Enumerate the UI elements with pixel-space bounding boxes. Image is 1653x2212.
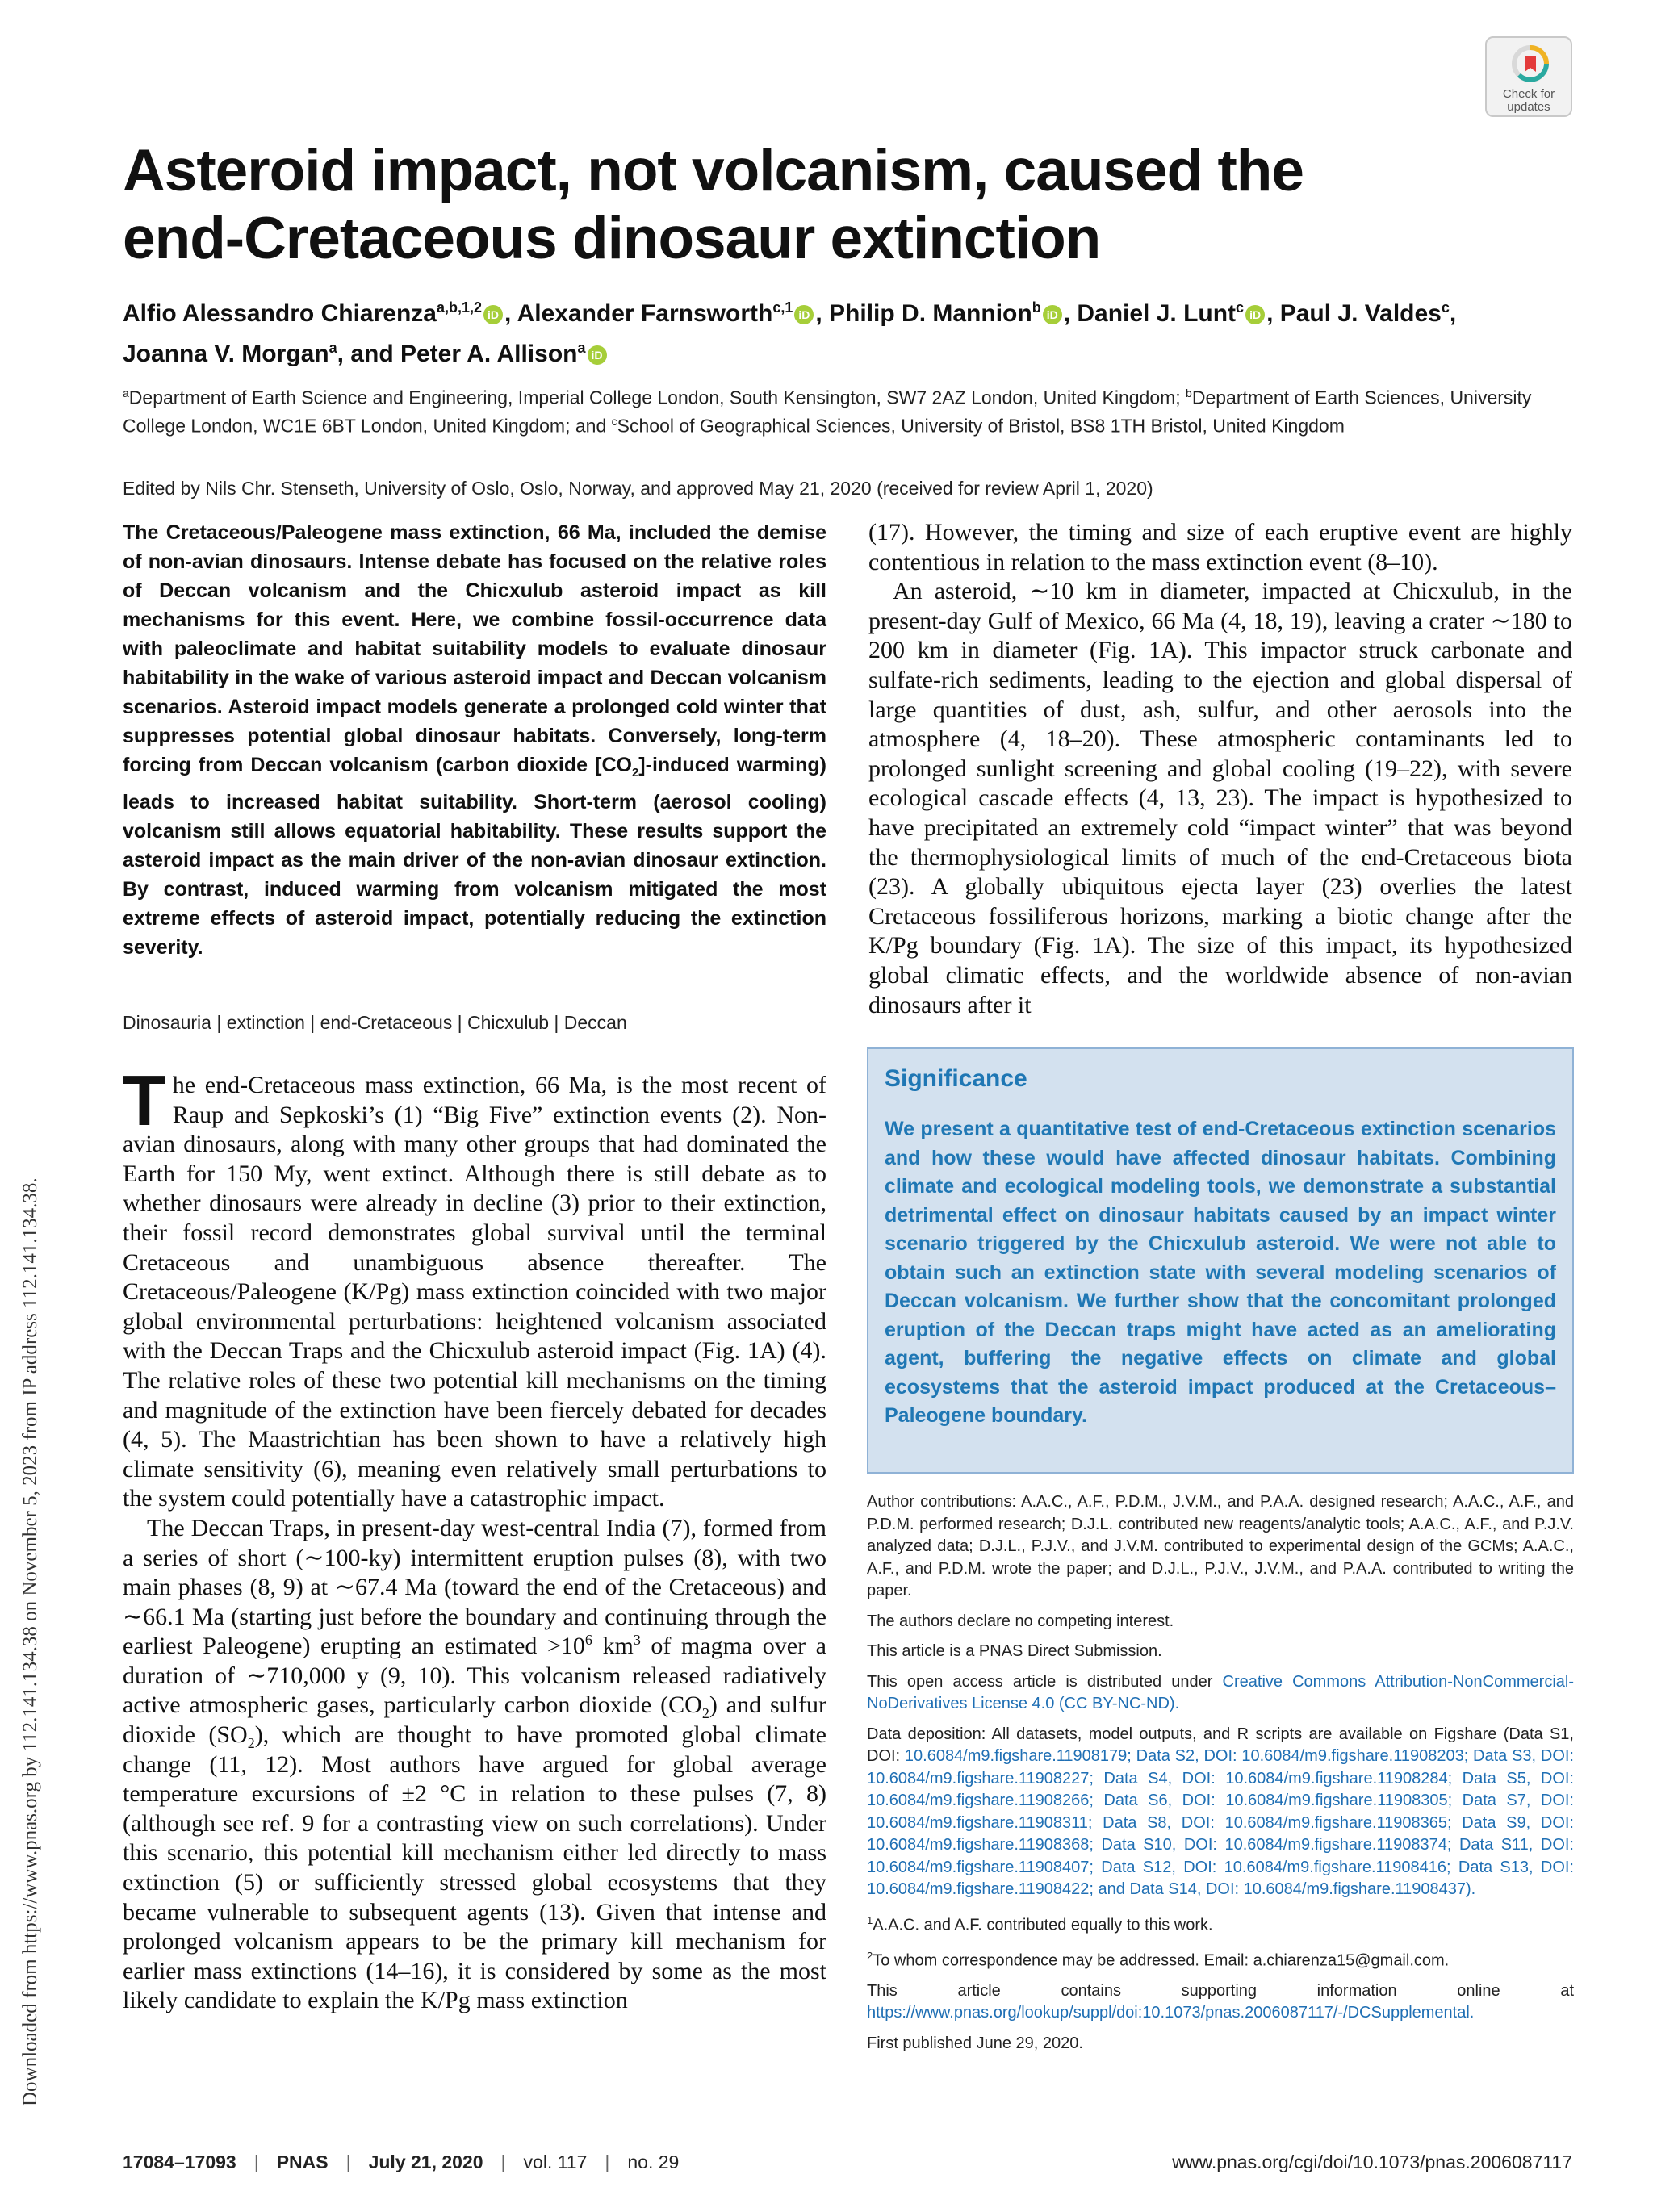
data-deposition: Data deposition: All datasets, model outputs, and R scripts are available on Figshare (Data S1, DOI: 10.6084/m9.figshare.11908179; Data S2, DOI: 10.6084/m9.figshare.11908203; Data S3, DOI: 10.6084/m9.figshare.11908227; Data S4, DOI: 10.6084/m9.figshare.11908284; Data S5, DOI: 10.6084/m9.figshare.11908266; Data S6, DOI: 10.6084/m9.figshare.11908305; Data S7, DOI: 10.6084/m9.figshare.11908311; Data S8, DOI: 10.6084/m9.figshare.11908365; Data S9, DOI: 10.6084/m9.figshare.11908368; Data S10, DOI: 10.6084/m9.figshare.11908374; Data S11, DOI: 10.6084/m9.figshare.11908407; Data S12, DOI: 10.6084/m9.figshare.11908416; Data S13, DOI: 10.6084/m9.figshare.11908422; and Data S14, DOI: 10.6084/m9.figshare.11908437). — [867, 1725, 1574, 1898]
author-affil-sup: a — [329, 340, 337, 356]
si-link[interactable]: https://www.pnas.org/lookup/suppl/doi:10.1073/pnas.2006087117/-/DCSupplemental. — [867, 2004, 1475, 2022]
author-name[interactable]: Peter A. Allison — [400, 341, 578, 367]
download-watermark: Downloaded from https://www.pnas.org by 112.141.134.38 on November 5, 2023 from IP address 112.141.134.38. — [19, 1177, 41, 2106]
body-paragraph: The end-Cretaceous mass extinction, 66 Ma, is the most recent of Raup and Sepkoski’s (1) “Big Five” extinction events (2). Non-avian dinosaurs, along with many other groups that had dominated the Earth for 150 My, went extinct. Although there is still debate as to whether dinosaurs were already in decline (3) prior to their extinction, their fossil record demonstrates global survival until the terminal Cretaceous and unambiguous absence thereafter. The Cretaceous/Paleogene (K/Pg) mass extinction coincided with two major global environmental perturbations: heightened volcanism associated with the Deccan Traps and the Chicxulub asteroid impact (Fig. 1A) (4). The relative roles of these two potential kill mechanisms on the timing and magnitude of the extinction have been fiercely debated for decades (4, 5). The Maastrichtian has been shown to have a relatively high climate sensitivity (6), meaning even relatively small perturbations to the system could potentially have a catastrophic impact. — [123, 1060, 826, 1512]
author-affil-sup: a,b,1,2 — [436, 299, 483, 316]
significance-title: Significance — [885, 1065, 1027, 1092]
check-for-updates-badge[interactable] — [1485, 36, 1572, 117]
author-contributions: Author contributions: A.A.C., A.F., P.D.M., J.V.M., and P.A.A. designed research; A.A.C., A.F., and P.D.M. performed research; D.J.L. contributed new reagents/analytic tools; A.A.C., A.F., and P.J.V. analyzed data; D.J.L., P.J.V., and J.V.M. contributed to experimental design of the GCMs; A.A.C., A.F., and P.D.M. wrote the paper; and D.J.L., P.J.V., J.V.M., and P.A.A. contributed to writing the paper. — [867, 1493, 1574, 1599]
affiliation-a: Department of Earth Science and Engineering, Imperial College London, South Kensington, SW7 2AZ London, United Kingdom; — [128, 387, 1181, 408]
orcid-icon[interactable]: iD — [794, 305, 814, 324]
footer-pages: 17084–17093 — [123, 2151, 236, 2172]
drop-cap: T — [123, 1060, 166, 1140]
footer-date: July 21, 2020 — [368, 2151, 483, 2172]
article-title — [123, 137, 1495, 273]
orcid-icon[interactable]: iD — [588, 345, 607, 365]
footnote-1: $^1$A.A.C. and A.F. contributed equally to this work. — [867, 1913, 1213, 1934]
orcid-icon[interactable]: iD — [1043, 305, 1062, 324]
footer-doi[interactable]: www.pnas.org/cgi/doi/10.1073/pnas.2006087117 — [1172, 2151, 1572, 2172]
abstract: The Cretaceous/Paleogene mass extinction, 66 Ma, included the demise of non-avian dinosaurs. Intense debate has focused on the relative roles of Deccan volcanism and the Chicxulub asteroid impact as kill mechanisms for this event. Here, we combine fossil-occurrence data with paleoclimate and habitat suitability models to evaluate dinosaur habitability in the wake of various asteroid impact and Deccan volcanism scenarios. Asteroid impact models generate a prolonged cold winter that suppresses potential global dinosaur habitats. Conversely, long-term forcing from Deccan volcanism (carbon dioxide $[CO_2]$-induced warming) leads to increased habitat suitability. Short-term (aerosol cooling) volcanism still allows equatorial habitability. These results support the asteroid impact as the main driver of the non-avian dinosaur extinction. By contrast, induced warming from volcanism mitigated the most extreme effects of asteroid impact, potentially reducing the extinction severity. — [123, 521, 826, 959]
author-name[interactable]: Daniel J. Lunt — [1077, 300, 1237, 327]
direct-submission: This article is a PNAS Direct Submission. — [867, 1642, 1162, 1660]
author-affil-sup: c — [1441, 299, 1450, 316]
author-affil-sup: c,1 — [772, 299, 793, 316]
competing-interest: The authors declare no competing interest. — [867, 1612, 1174, 1630]
title-line-1: Asteroid impact, not volcanism, caused the — [123, 138, 1304, 203]
license-link[interactable]: Creative Commons Attribution-NonCommercial-NoDerivatives License 4.0 (CC BY-NC-ND). — [867, 1672, 1574, 1712]
orcid-icon[interactable]: iD — [1245, 305, 1265, 324]
author-name[interactable]: Paul J. Valdes — [1279, 300, 1442, 327]
body-right-column — [868, 518, 1572, 1020]
orcid-icon[interactable]: iD — [483, 305, 503, 324]
author-list: Alfio Alessandro Chiarenza$^{a,b,1,2}$ iD , Alexander Farnsworth$^{c,1}$ iD , Philip D. Mannion$^b$ iD , Daniel J. Lunt$^c$ iD , Paul J. Valdes$^c$, Joanna V. Morgan$^a$, and Peter A. Allison$^a$ iD — [123, 299, 1457, 367]
footer-volume: vol. 117 — [523, 2151, 588, 2172]
footer-journal: PNAS — [276, 2151, 329, 2172]
first-published: First published June 29, 2020. — [867, 2034, 1083, 2052]
article-notes — [867, 1491, 1574, 2063]
author-name[interactable]: Alexander Farnsworth — [517, 300, 773, 327]
badge-line2: updates — [1507, 100, 1550, 114]
body-paragraph: The Deccan Traps, in present-day west-central India (7), formed from a series of short (∼100-ky) intermittent eruption pulses (8), with two main phases (8, 9) at ∼67.4 Ma (toward the end of the Cretaceous) and ∼66.1 Ma (starting just before the boundary and continuing through the earliest Paleogene) erupting an estimated $>10^6$ $km^3$ of magma over a duration of ∼710,000 y (9, 10). This volcanism released radiatively active atmospheric gases, particularly carbon dioxide $(CO_2)$ and sulfur dioxide $(SO_2)$, which are thought to have promoted global climate change (11, 12). Most authors have argued for global average temperature excursions of ±2 °C in relation to these pulses (7, 8) (although see ref. 9 for a contrasting view on such correlations). Under this scenario, this potential kill mechanism either led directly to mass extinction (5) or sufficiently stressed global ecosystems that they became vulnerable to subsequent agents (13). Given that intense and prolonged volcanism appears to be the primary kill mechanism for earlier mass extinctions (14–16), it is considered by some as the most likely candidate to explain the K/Pg mass extinction — [123, 1514, 826, 2014]
check-updates-icon — [1511, 44, 1550, 83]
body-left-column — [123, 1060, 826, 2016]
author-affil-sup: c — [1236, 299, 1245, 316]
affiliation-b: Department of Earth Sciences, University College London, WC1E 6BT London, United Kingdom; and — [123, 387, 1532, 437]
significance-box — [867, 1047, 1574, 1474]
significance-text: We present a quantitative test of end-Cretaceous extinction scenarios and how these would have affected dinosaur habitats. Combining climate and ecological modeling tools, we demonstrate a substantial detrimental effect on dinosaur habitats caused by an impact winter scenario triggered by the Chicxulub asteroid. We were not able to obtain such an extinction state with several modeling scenarios of Deccan volcanism. We further show that the concomitant prolonged eruption of the Deccan traps might have acted as an ameliorating agent, buffering the negative effects on climate and global ecosystems that the asteroid impact produced at the Cretaceous–Paleogene boundary. — [885, 1118, 1556, 1427]
footer-citation: 17084–17093 | PNAS | July 21, 2020 | vol. 117 | no. 29 — [123, 2151, 680, 2172]
badge-line1: Check for — [1502, 87, 1555, 101]
author-name[interactable]: Alfio Alessandro Chiarenza — [123, 300, 437, 327]
affiliations: $^a$Department of Earth Science and Engineering, Imperial College London, South Kensington, SW7 2AZ London, United Kingdom; $^b$Department of Earth Sciences, University College London, WC1E 6BT London, United Kingdom; and $^c$School of Geographical Sciences, University of Bristol, BS8 1TH Bristol, United Kingdom — [123, 387, 1532, 437]
author-affil-sup: a — [577, 340, 586, 356]
author-name[interactable]: Joanna V. Morgan — [123, 341, 329, 367]
keywords: Dinosauria | extinction | end-Cretaceous | Chicxulub | Deccan — [123, 1012, 627, 1033]
body-paragraph: An asteroid, ∼10 km in diameter, impacted at Chicxulub, in the present-day Gulf of Mexico, 66 Ma (4, 18, 19), leaving a crater ∼180 to 200 km in diameter (Fig. 1A). This impactor struck carbonate and sulfate-rich sediments, leading to the ejection and global dispersal of large quantities of dust, ash, sulfur, and other aerosols into the atmosphere (4, 18–20). These atmospheric contaminants led to prolonged sunlight screening and global cooling (19–22), with severe ecological cascade effects (4, 13, 23). The impact is hypothesized to have precipitated an extremely cold “impact winter” that was beyond the thermophysiological limits of much of the end-Cretaceous biota (23). A globally ubiquitous ejecta layer (23) overlies the latest Cretaceous fossiliferous horizons, marking a biotic change after the K/Pg boundary (Fig. 1A). The size of this impact, its hypothesized global climatic effects, and the worldwide absence of non-avian dinosaurs after it — [868, 578, 1572, 1018]
supporting-info: This article contains supporting information online at https://www.pnas.org/lookup/suppl/doi:10.1073/pnas.2006087117/-/DCSupplemental. — [867, 1981, 1574, 2022]
body-paragraph: (17). However, the timing and size of each eruptive event are highly contentious in relation to the mass extinction event (8–10). — [868, 519, 1572, 575]
footnote-2: $^2$To whom correspondence may be addressed. Email: a.chiarenza15@gmail.com. — [867, 1949, 1450, 1970]
footer-issue: no. 29 — [627, 2151, 680, 2172]
open-access: This open access article is distributed under Creative Commons Attribution-NonCommercial-NoDerivatives License 4.0 (CC BY-NC-ND). — [867, 1672, 1574, 1712]
author-name[interactable]: Philip D. Mannion — [829, 300, 1032, 327]
affiliation-c: School of Geographical Sciences, University of Bristol, BS8 1TH Bristol, United Kingdom — [617, 415, 1345, 437]
edited-by: Edited by Nils Chr. Stenseth, University of Oslo, Oslo, Norway, and approved May 21, 2020 (received for review April 1, 2020) — [123, 478, 1153, 499]
title-line-2: end-Cretaceous dinosaur extinction — [123, 206, 1101, 271]
author-affil-sup: b — [1032, 299, 1041, 316]
doi-links[interactable]: 10.6084/m9.figshare.11908179; Data S2, DOI: 10.6084/m9.figshare.11908203; Data S3, DOI: 10.6084/m9.figshare.11908227; Data S4, DOI: 10.6084/m9.figshare.11908284; Data S5, DOI: 10.6084/m9.figshare.11908266; Data S6, DOI: 10.6084/m9.figshare.11908305; Data S7, DOI: 10.6084/m9.figshare.11908311; Data S8, DOI: 10.6084/m9.figshare.11908365; Data S9, DOI: 10.6084/m9.figshare.11908368; Data S10, DOI: 10.6084/m9.figshare.11908374; Data S11, DOI: 10.6084/m9.figshare.11908407; Data S12, DOI: 10.6084/m9.figshare.11908416; Data S13, DOI: 10.6084/m9.figshare.11908422; and Data S14, DOI: 10.6084/m9.figshare.11908437). — [867, 1747, 1574, 1898]
